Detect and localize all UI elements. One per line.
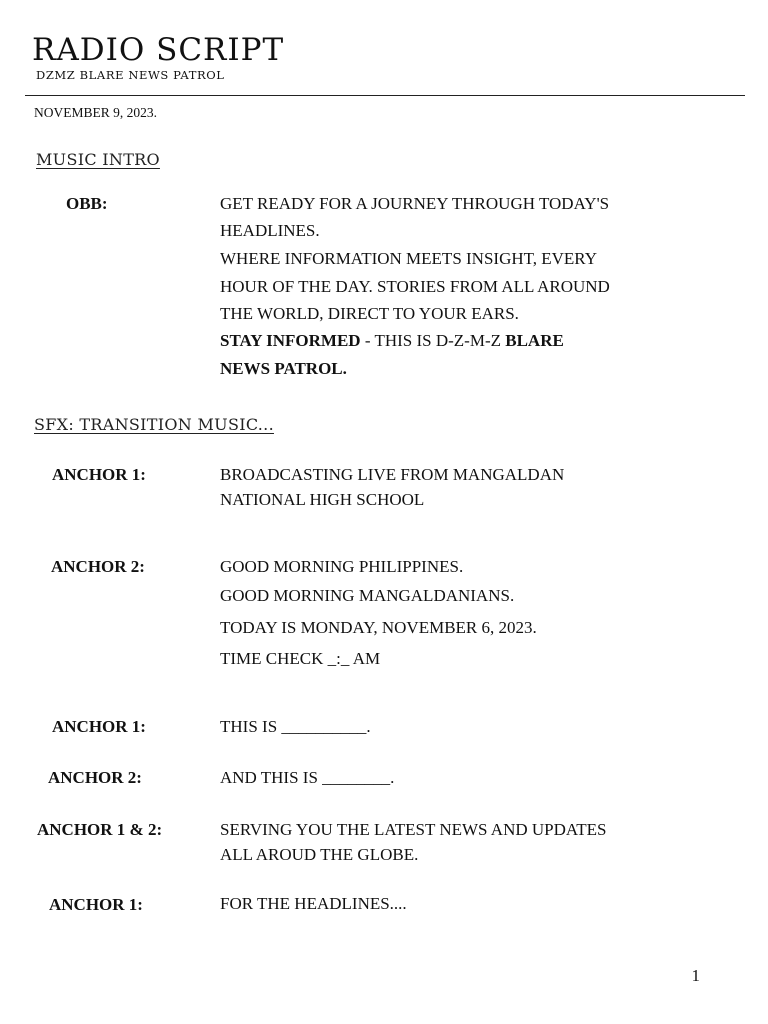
dialogue-line: AND THIS IS ________. [220,768,395,787]
section-music-intro: MUSIC INTRO [36,150,160,169]
obb-text: - THIS IS D-Z-M-Z [360,331,506,350]
obb-line [220,359,347,379]
obb-line: THE WORLD, DIRECT TO YOUR EARS. [220,304,519,323]
script-date: NOVEMBER 9, 2023. [34,105,158,120]
dialogue-line: NATIONAL HIGH SCHOOL [220,490,425,509]
dialogue-line: GOOD MORNING MANGALDANIANS. [220,586,515,605]
speaker-label: ANCHOR 1: [52,465,146,484]
dialogue-line: TIME CHECK _:_ AM [220,649,381,668]
dialogue-line: GOOD MORNING PHILIPPINES. [220,557,464,576]
obb-line: WHERE INFORMATION MEETS INSIGHT, EVERY [220,249,597,268]
dialogue-line: ALL AROUD THE GLOBE. [220,845,419,864]
speaker-label: ANCHOR 1: [52,717,146,736]
obb-line: HEADLINES. [220,221,320,240]
dialogue-line: BROADCASTING LIVE FROM MANGALDAN [220,465,565,484]
obb-bold-text: STAY INFORMED [220,331,361,350]
speaker-label: ANCHOR 2: [51,557,145,576]
dialogue-line: FOR THE HEADLINES.... [220,894,407,913]
obb-line [220,331,564,351]
page-number: 1 [691,966,700,985]
header-divider [25,95,745,96]
speaker-label: ANCHOR 1: [49,895,143,914]
dialogue-line: THIS IS __________. [220,717,371,736]
obb-line: HOUR OF THE DAY. STORIES FROM ALL AROUND [220,277,610,296]
station-name: DZMZ BLARE NEWS PATROL [36,68,225,82]
speaker-obb: OBB: [66,194,108,213]
dialogue-line: SERVING YOU THE LATEST NEWS AND UPDATES [220,820,607,839]
obb-bold-text: BLARE [505,331,564,350]
speaker-label: ANCHOR 2: [48,768,142,787]
dialogue-line: TODAY IS MONDAY, NOVEMBER 6, 2023. [220,618,537,637]
obb-line: GET READY FOR A JOURNEY THROUGH TODAY'S [220,194,610,213]
document-title: RADIO SCRIPT [32,32,285,68]
section-sfx-transition: SFX: TRANSITION MUSIC... [34,415,274,434]
speaker-label: ANCHOR 1 & 2: [37,820,163,839]
obb-bold-text: NEWS PATROL. [220,359,347,378]
